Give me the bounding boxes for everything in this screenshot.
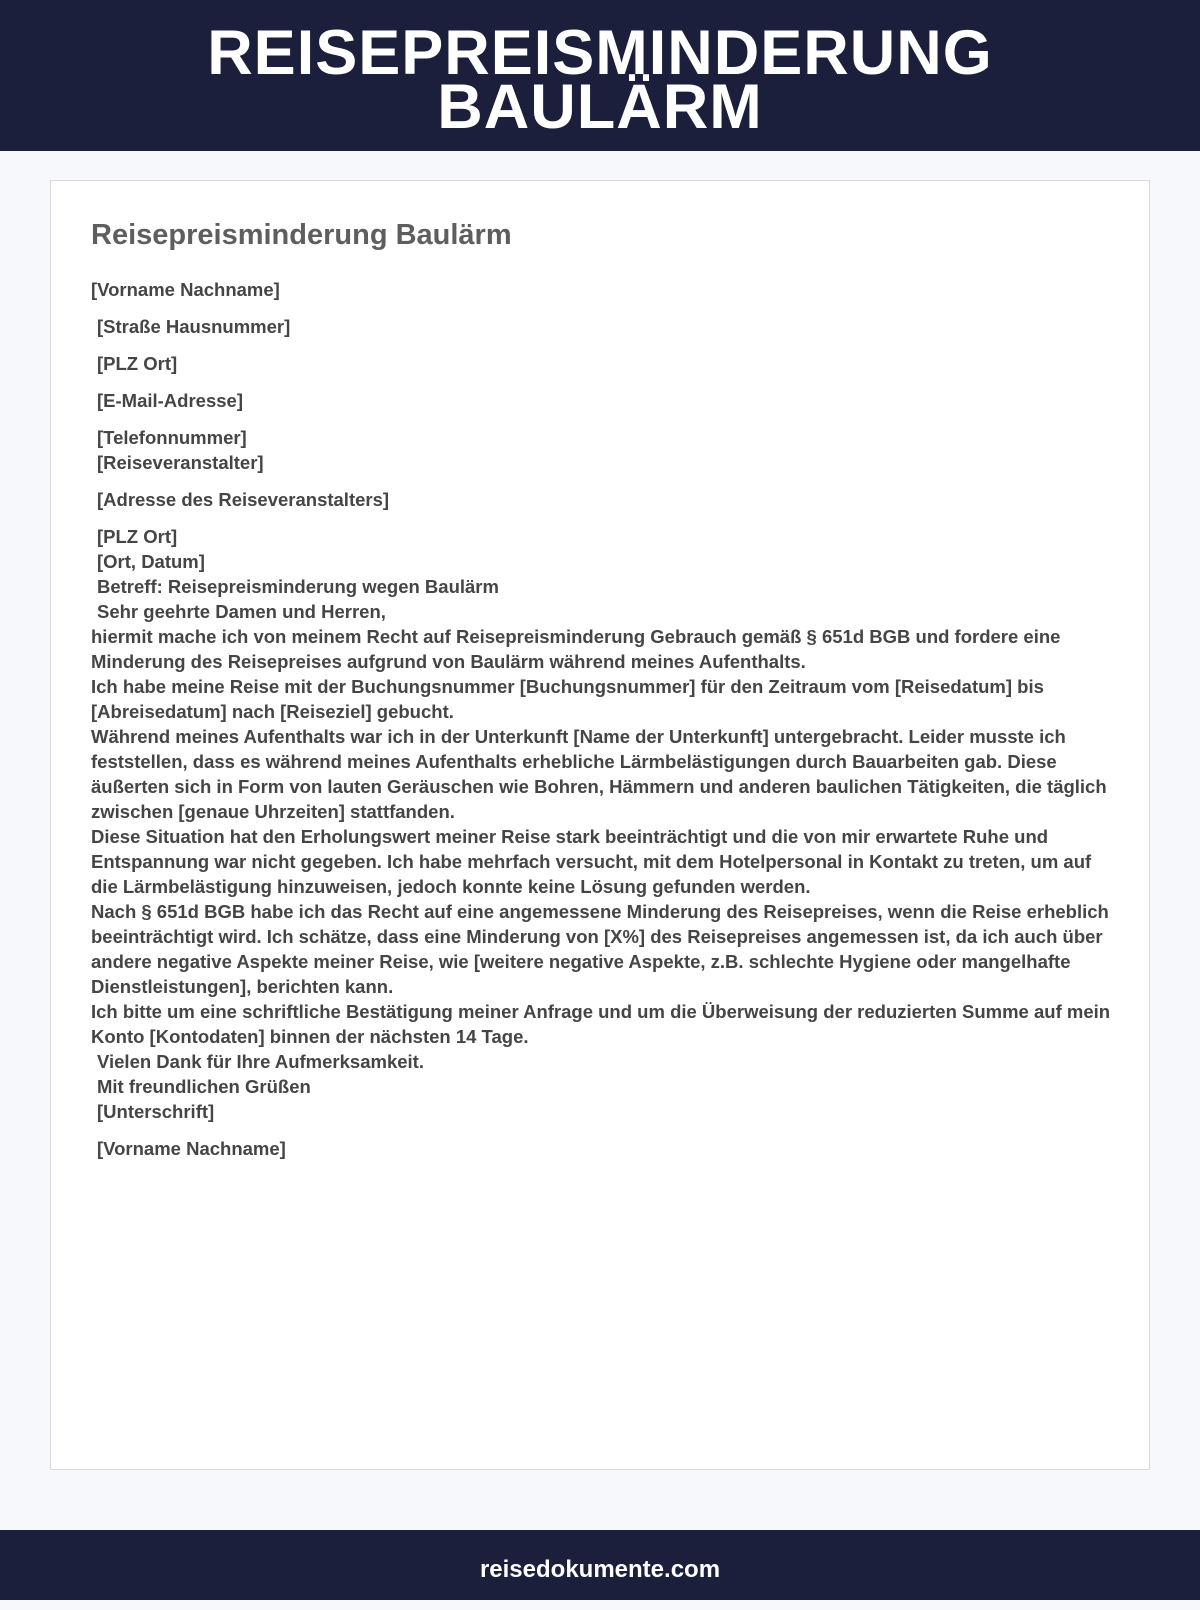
recipient-city: [PLZ Ort] bbox=[97, 526, 178, 547]
sender-street: [Straße Hausnummer] bbox=[97, 316, 291, 337]
subject-line: Betreff: Reisepreisminderung wegen Baulärm bbox=[97, 576, 499, 597]
signature-name: [Vorname Nachname] bbox=[97, 1138, 286, 1159]
recipient-name: [Reiseveranstalter] bbox=[97, 452, 264, 473]
page-title-line-2: BAULÄRM bbox=[437, 72, 763, 142]
body-paragraph: Nach § 651d BGB habe ich das Recht auf eine angemessene Minderung des Reisepreises, wenn die Reise erheblich beeinträchtigt wird. Ich schätze, dass eine Minderung von [X%] des Reisepreises angemessen ist, da ich auch über andere negative Aspekte meiner Reise, wie [weitere negative Aspekte, z.B. schlechte Hygiene oder mangelhafte Dienstleistungen], berichten kann. bbox=[91, 901, 1109, 997]
sender-email: [E-Mail-Adresse] bbox=[97, 390, 243, 411]
salutation: Sehr geehrte Damen und Herren, bbox=[97, 601, 386, 622]
closing-line: Mit freundlichen Grüßen bbox=[97, 1076, 311, 1097]
body-paragraph: Ich habe meine Reise mit der Buchungsnummer [Buchungsnummer] für den Zeitraum vom [Reisedatum] bis [Abreisedatum] nach [Reiseziel] gebucht. bbox=[91, 676, 1044, 722]
page-title-line-1: REISEPREISMINDERUNG bbox=[207, 18, 993, 88]
body-paragraph: hiermit mache ich von meinem Recht auf Reisepreisminderung Gebrauch gemäß § 651d BGB und fordere eine Minderung des Reisepreises aufgrund von Baulärm während meines Aufenthalts. bbox=[91, 626, 1061, 672]
body-paragraph: Während meines Aufenthalts war ich in der Unterkunft [Name der Unterkunft] untergebracht. Leider musste ich feststellen, dass es während meines Aufenthalts erhebliche Lärmbelästigungen durch Bauarbeiten gab. Diese äußerten sich in Form von lauten Geräuschen wie Bohren, Hämmern und anderen baulichen Tätigkeiten, die täglich zwischen [genaue Uhrzeiten] stattfanden. bbox=[91, 726, 1107, 822]
signature-placeholder: [Unterschrift] bbox=[97, 1101, 215, 1122]
letter-body bbox=[91, 277, 1111, 1161]
footer-site-link[interactable]: reisedokumente.com bbox=[479, 1556, 721, 1583]
document-card bbox=[50, 180, 1150, 1470]
document-title: Reisepreisminderung Baulärm bbox=[91, 219, 512, 251]
body-paragraph: Ich bitte um eine schriftliche Bestätigung meiner Anfrage und um die Überweisung der reduzierten Summe auf mein Konto [Kontodaten] binnen der nächsten 14 Tage. bbox=[91, 1001, 1111, 1047]
body-paragraph: Diese Situation hat den Erholungswert meiner Reise stark beeinträchtigt und die von mir erwartete Ruhe und Entspannung war nicht gegeben. Ich habe mehrfach versucht, mit dem Hotelpersonal in Kontakt zu treten, um auf die Lärmbelästigung hinzuweisen, jedoch konnte keine Lösung gefunden werden. bbox=[91, 826, 1092, 897]
sender-phone: [Telefonnummer] bbox=[97, 427, 247, 448]
page-title bbox=[0, 18, 1200, 142]
place-date: [Ort, Datum] bbox=[97, 551, 205, 572]
page-footer bbox=[0, 1530, 1200, 1600]
thanks-line: Vielen Dank für Ihre Aufmerksamkeit. bbox=[97, 1051, 424, 1072]
recipient-address: [Adresse des Reiseveranstalters] bbox=[97, 489, 390, 510]
sender-name: [Vorname Nachname] bbox=[91, 279, 280, 300]
page-header bbox=[0, 0, 1200, 151]
sender-city: [PLZ Ort] bbox=[97, 353, 178, 374]
